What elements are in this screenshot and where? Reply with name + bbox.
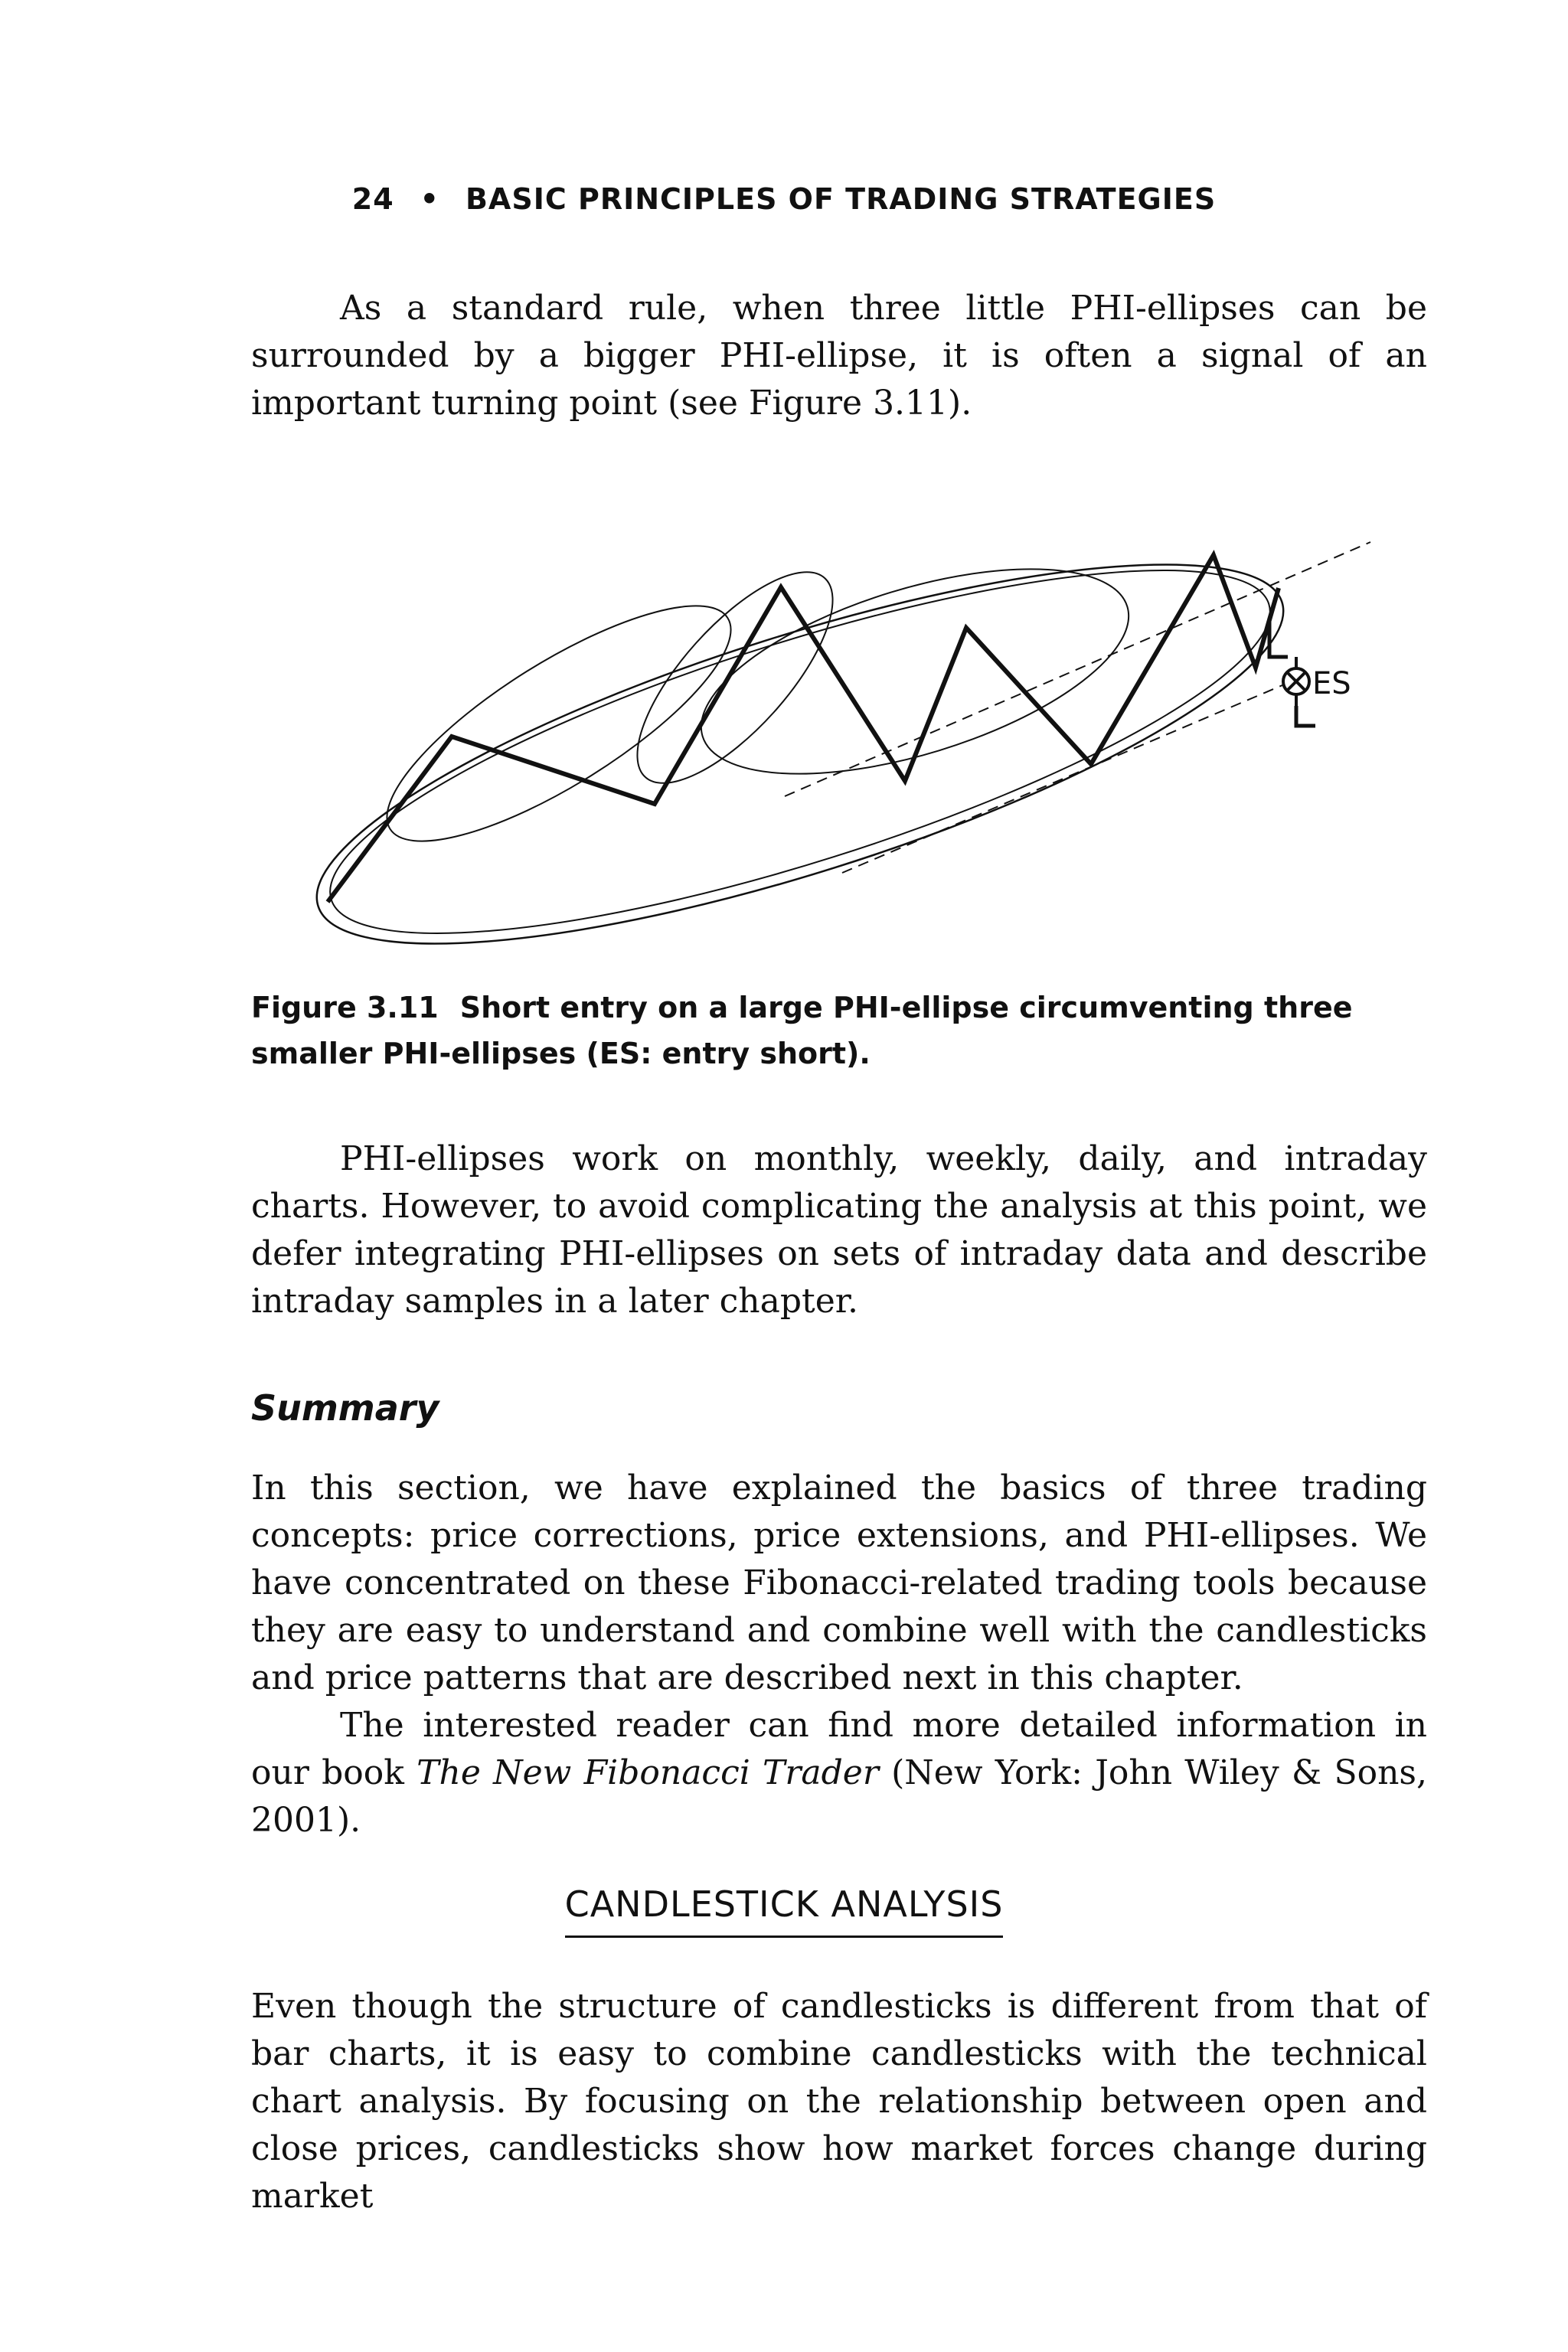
page-number: 24: [351, 182, 394, 216]
summary-paragraph-2: [251, 1702, 1427, 1844]
running-head: [0, 182, 1568, 216]
figure-caption-number: Figure 3.11: [251, 991, 439, 1024]
large-phi-ellipse-inner: [306, 521, 1302, 965]
book-title: The New Fibonacci Trader: [416, 1753, 879, 1792]
intro-paragraph: As a standard rule, when three little PHI-ellipses can be surrounded by a bigger PHI-ellipse, it is often a signal of an important turning point (see Figure 3.11).: [251, 289, 1427, 423]
intro-paragraph-block: [251, 285, 1427, 427]
candlestick-section-heading: [0, 1883, 1568, 1938]
entry-short-label: ES: [1312, 666, 1351, 701]
summary-block: [251, 1465, 1427, 1844]
phi-ellipse-diagram: [306, 521, 1378, 965]
summary-paragraph-2-lead: The interested reader can find more detailed information in our book: [251, 1706, 1427, 1792]
summary-paragraph-2-tail: (New York: John Wiley & Sons, 2001).: [251, 1753, 1427, 1840]
large-phi-ellipse-outer: [306, 521, 1318, 965]
running-head-separator: •: [420, 182, 439, 216]
upper-dashed-trendline: [785, 542, 1370, 796]
candlestick-heading-text: CANDLESTICK ANALYSIS: [565, 1883, 1004, 1938]
price-zigzag: [328, 555, 1279, 902]
lower-dashed-trendline: [842, 685, 1282, 873]
phi-ellipses-paragraph-block: [251, 1135, 1427, 1325]
running-head-title: BASIC PRINCIPLES OF TRADING STRATEGIES: [465, 182, 1217, 216]
summary-heading: Summary: [251, 1387, 439, 1429]
phi-ellipses-paragraph: PHI-ellipses work on monthly, weekly, daily, and intraday charts. However, to avoid complicating the analysis at this point, we defer integrating PHI-ellipses on sets of intraday data and describe intraday samples in a later chapter.: [251, 1139, 1427, 1321]
figure-caption: [251, 985, 1427, 1076]
candlestick-block: [251, 1983, 1427, 2220]
figure-3-11: [306, 521, 1378, 965]
summary-paragraph-1: In this section, we have explained the basics of three trading concepts: price corrections, price extensions, and PHI-ellipses. We have concentrated on these Fibonacci-related trading tools because they are easy to understand and combine well with the candlesticks and price patterns that are described next in this chapter.: [251, 1468, 1427, 1697]
small-phi-ellipse-middle: [606, 543, 863, 812]
figure-caption-text: Short entry on a large PHI-ellipse circumventing three smaller PHI-ellipses (ES: entry short).: [251, 991, 1353, 1070]
candlestick-paragraph: Even though the structure of candlesticks is different from that of bar charts, it is easy to combine candlesticks with the technical chart analysis. By focusing on the relationship between open and close prices, candlesticks show how market forces change during market: [251, 1987, 1427, 2216]
entry-short-marker: [1269, 622, 1351, 726]
